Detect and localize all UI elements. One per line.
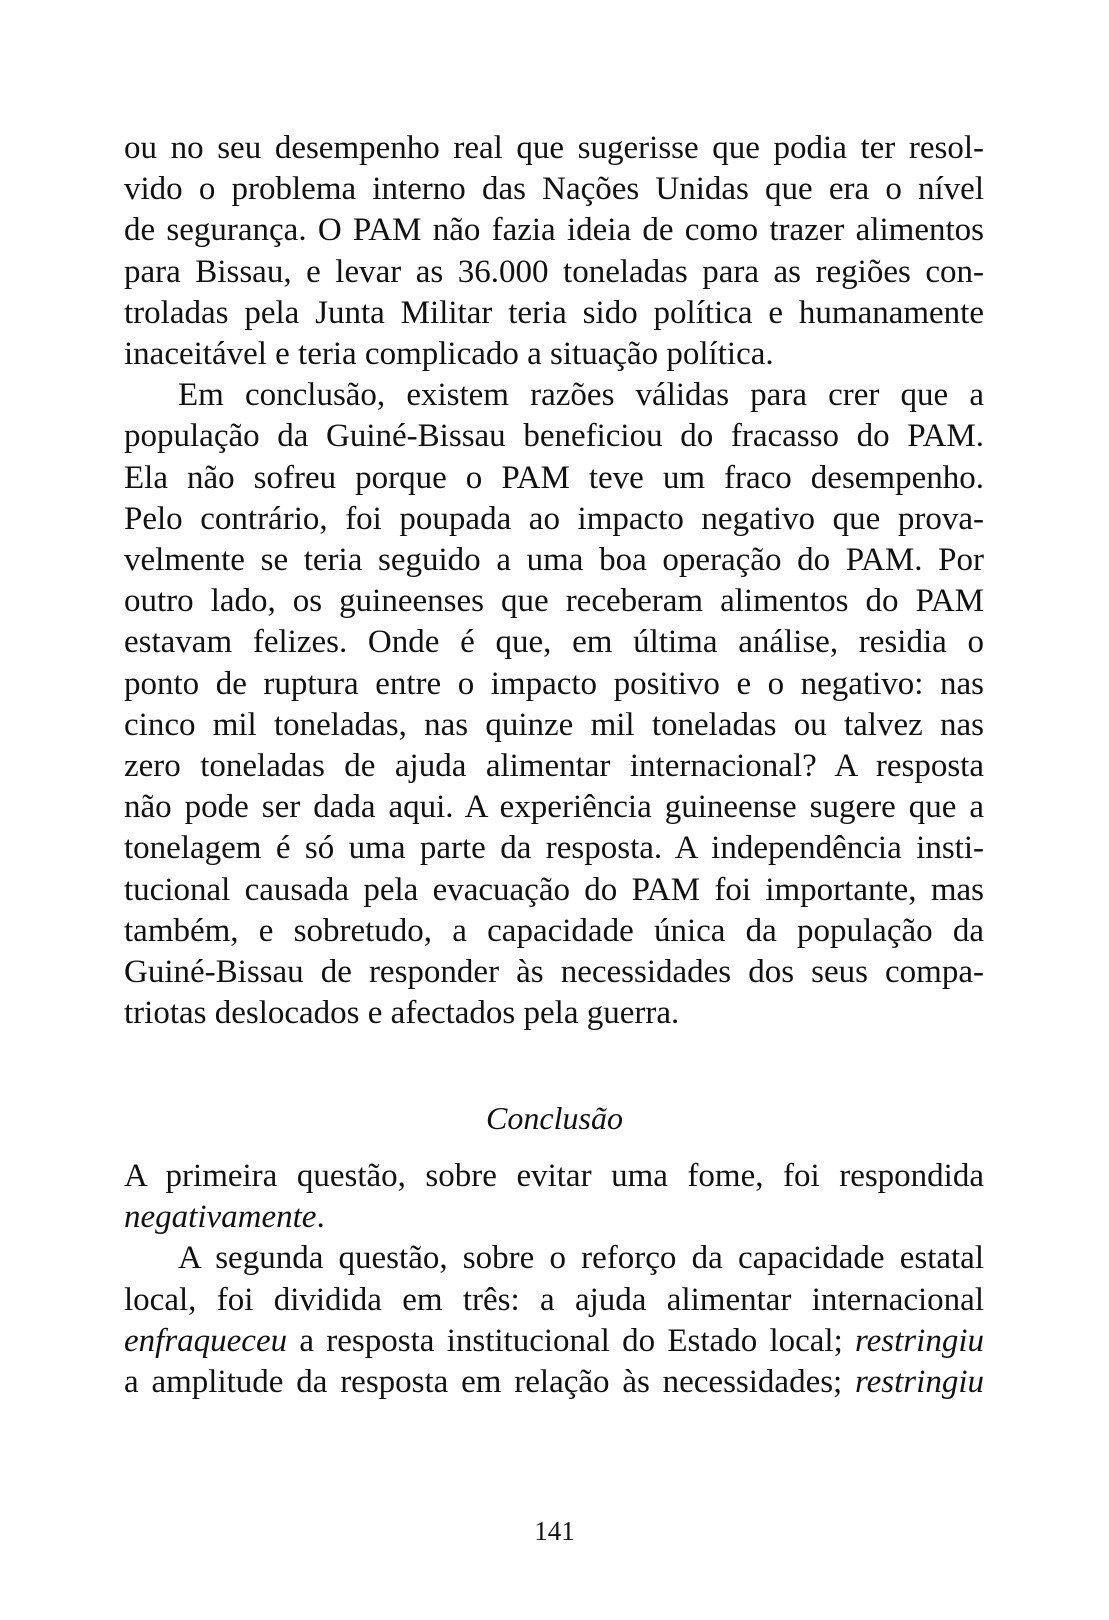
- emphasis: enfraqueceu: [124, 1322, 288, 1359]
- text-fragment: .: [316, 1199, 325, 1236]
- text-line: tucional causada pela evacuação do PAM foi importante, mas: [124, 871, 984, 908]
- emphasis: restringiu: [855, 1322, 984, 1359]
- text-line: [124, 1321, 984, 1362]
- text-line: local, foi dividida em três: a ajuda alimentar internacional: [124, 1281, 984, 1318]
- text-line: Pelo contrário, foi poupada ao impacto negativo que prova-: [124, 500, 984, 537]
- text-line: de segurança. O PAM não fazia ideia de como trazer alimentos: [124, 212, 984, 249]
- text-line: triotas deslocados e afectados pela guerra.: [124, 995, 680, 1032]
- text-line: A segunda questão, sobre o reforço da capacidade estatal: [178, 1240, 984, 1277]
- emphasis: restringiu: [855, 1364, 984, 1401]
- text-line: Guiné-Bissau de responder às necessidades dos seus compa-: [124, 954, 984, 991]
- text-line: população da Guiné-Bissau beneficiou do fracasso do PAM.: [124, 418, 984, 455]
- text-line: Em conclusão, existem razões válidas para crer que a: [178, 377, 984, 414]
- text-line: zero toneladas de ajuda alimentar internacional? A resposta: [124, 748, 984, 785]
- text-fragment: a amplitude da resposta em relação às necessidades;: [124, 1364, 856, 1401]
- text-line: também, e sobretudo, a capacidade única da população da: [124, 912, 984, 949]
- text-line: velmente se teria seguido a uma boa operação do PAM. Por: [124, 542, 984, 579]
- text-line: ou no seu desempenho real que sugerisse que podia ter resol-: [124, 130, 984, 166]
- text-line: troladas pela Junta Militar teria sido política e humanamente: [124, 294, 984, 331]
- text-line: [124, 1362, 984, 1403]
- text-line: inaceitável e teria complicado a situação política.: [124, 336, 774, 373]
- text-line: ponto de ruptura entre o impacto positivo e o negativo: nas: [124, 665, 984, 702]
- text-line: para Bissau, e levar as 36.000 toneladas para as regiões con-: [124, 253, 984, 290]
- body-text-top: [124, 128, 984, 1034]
- section-heading: Conclusão: [486, 1100, 623, 1136]
- text-line: não pode ser dada aqui. A experiência guineense sugere que a: [124, 789, 984, 826]
- text-line: Ela não sofreu porque o PAM teve um fraco desempenho.: [124, 459, 984, 496]
- text-line: outro lado, os guineenses que receberam alimentos do PAM: [124, 583, 984, 620]
- text-line: [124, 1197, 984, 1238]
- text-fragment: a resposta institucional do Estado local;: [287, 1322, 856, 1359]
- text-line: vido o problema interno das Nações Unidas que era o nível: [124, 171, 984, 208]
- text-line: tonelagem é só uma parte da resposta. A independência insti-: [124, 830, 984, 867]
- text-line: A primeira questão, sobre evitar uma fome, foi respondida: [124, 1158, 984, 1194]
- body-text-conclusion: [124, 1156, 984, 1403]
- text-line: cinco mil toneladas, nas quinze mil toneladas ou talvez nas: [124, 706, 984, 743]
- text-line: estavam felizes. Onde é que, em última análise, residia o: [124, 624, 984, 661]
- page-number: 141: [534, 1516, 575, 1546]
- emphasis: negativamente: [124, 1199, 317, 1236]
